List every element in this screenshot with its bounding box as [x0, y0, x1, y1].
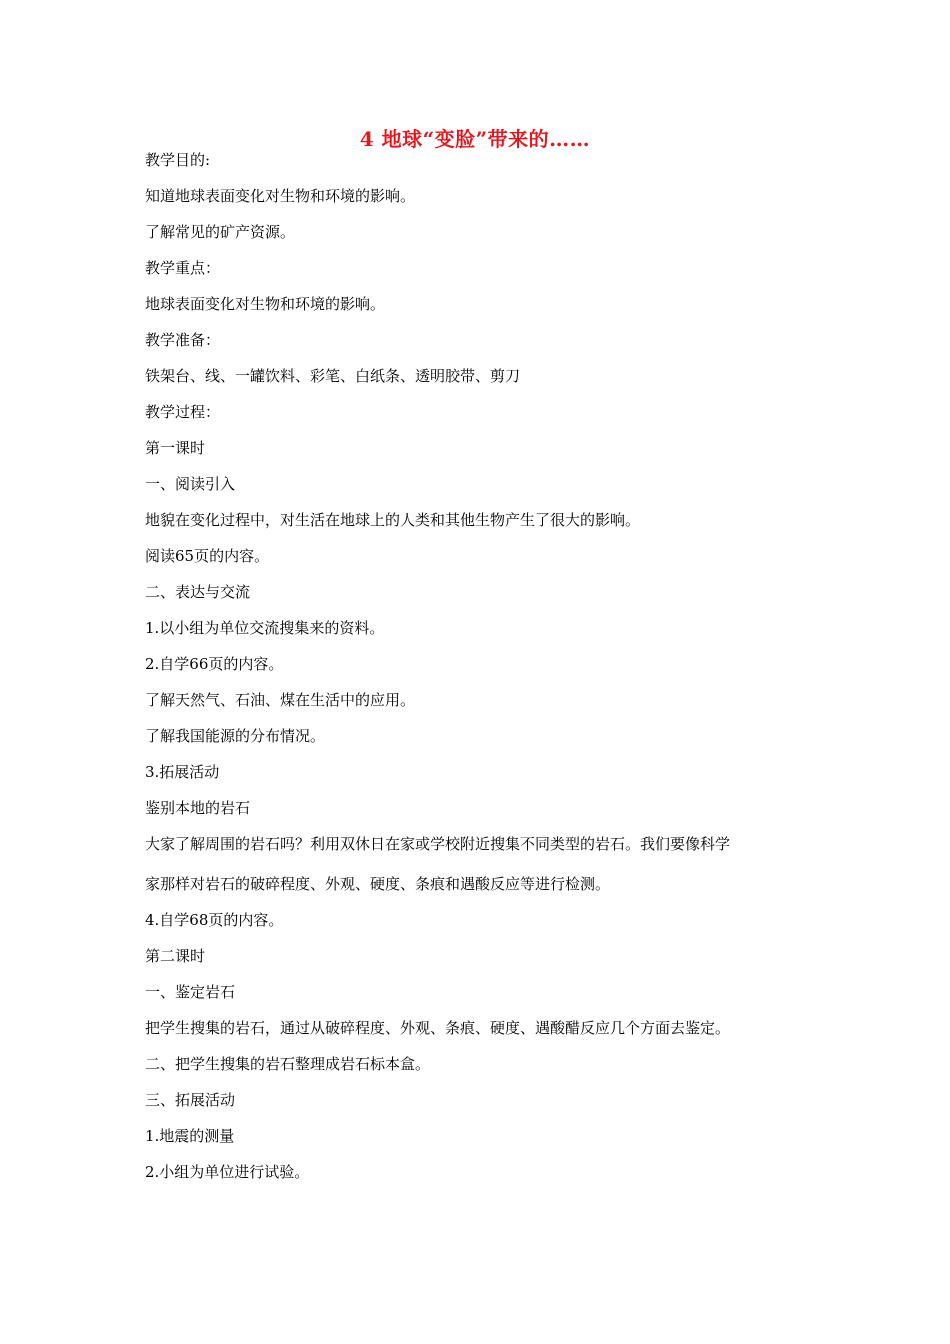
paragraph: 鉴别本地的岩石: [145, 799, 251, 817]
document-title: 4 地球“变脸”带来的……: [359, 127, 591, 151]
paragraph: 大家了解周围的岩石吗？利用双休日在家或学校附近搜集不同类型的岩石。我们要像科学: [145, 835, 731, 853]
list-item: 3.拓展活动: [145, 763, 220, 781]
paragraph: 地貌在变化过程中，对生活在地球上的人类和其他生物产生了很大的影响。: [145, 511, 641, 529]
section-heading: 一、阅读引入: [145, 475, 236, 493]
heading-lesson-two: 第二课时: [145, 947, 206, 965]
paragraph: 了解天然气、石油、煤在生活中的应用。: [145, 691, 416, 709]
paragraph: 阅读65页的内容。: [145, 547, 270, 565]
heading-teaching-goals: 教学目的:: [145, 151, 211, 169]
heading-preparation: 教学准备：: [145, 331, 221, 349]
heading-lesson-one: 第一课时: [145, 439, 206, 457]
list-item: 2.自学66页的内容。: [145, 655, 284, 673]
heading-key-points: 教学重点：: [145, 259, 221, 277]
list-item: 1.地震的测量: [145, 1127, 235, 1145]
paragraph: 了解常见的矿产资源。: [145, 223, 296, 241]
section-heading: 二、表达与交流: [145, 583, 251, 601]
paragraph: 地球表面变化对生物和环境的影响。: [145, 295, 386, 313]
section-heading: 一、鉴定岩石: [145, 983, 236, 1001]
list-item: 4.自学68页的内容。: [145, 911, 284, 929]
list-item: 2.小组为单位进行试验。: [145, 1163, 310, 1181]
section-heading: 三、拓展活动: [145, 1091, 236, 1109]
paragraph: 了解我国能源的分布情况。: [145, 727, 326, 745]
section-heading: 二、把学生搜集的岩石整理成岩石标本盒。: [145, 1055, 431, 1073]
paragraph: 知道地球表面变化对生物和环境的影响。: [145, 187, 416, 205]
paragraph: 把学生搜集的岩石，通过从破碎程度、外观、条痕、硬度、遇酸醋反应几个方面去鉴定。: [145, 1019, 731, 1037]
list-item: 1.以小组为单位交流搜集来的资料。: [145, 619, 385, 637]
paragraph: 铁架台、线、一罐饮料、彩笔、白纸条、透明胶带、剪刀: [145, 367, 521, 385]
paragraph: 家那样对岩石的破碎程度、外观、硬度、条痕和遇酸反应等进行检测。: [145, 875, 611, 893]
heading-process: 教学过程：: [145, 403, 221, 421]
